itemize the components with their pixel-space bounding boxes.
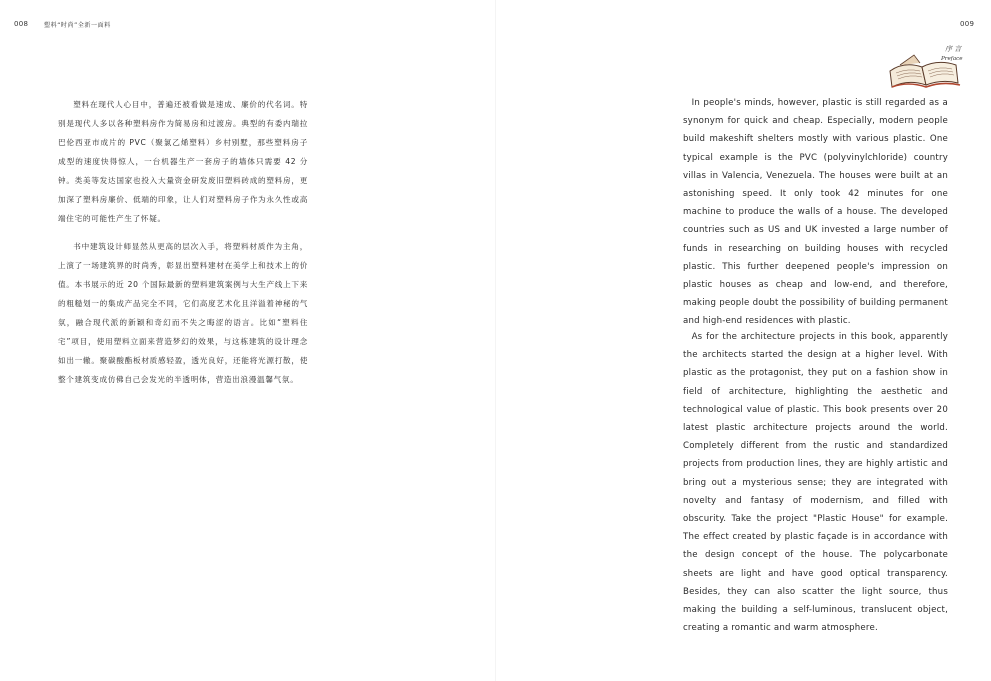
chinese-paragraph-1 xyxy=(58,95,308,228)
english-paragraph-2-text: As for the architecture projects in this book, apparently the architects started the design at a higher level. With plastic as the protagonist, they put on a fashion show in field of architecture, highlighting the aesthetic and technological value of plastic. This book presents over 20 latest plastic architecture projects around the world. Completely different from the rustic and standardized projects from production lines, they are highly artistic and bring out a mysterious sense; they are integrated with novelty and fantasy of modernism, and filled with obscurity. Take the project "Plastic House" for example. The effect created by plastic façade is in accordance with the design concept of the house. The polycarbonate sheets are light and have good optical transparency. Besides, they can also scatter the light source, thus making the building a self-luminous, translucent object, creating a romantic and warm atmosphere. xyxy=(683,332,948,634)
chinese-paragraph-2 xyxy=(58,237,308,389)
chinese-paragraph-2-text: 书中建筑设计师显然从更高的层次入手，将塑料材质作为主角，上演了一场建筑界的时尚秀，彰显出塑料建材在美学上和技术上的价值。本书展示的近 20 个国际最新的塑料建筑案例与大生产线上下来的粗糙划一的集成产品完全不同，它们高度艺术化且洋溢着神秘的气氛，融合现代派的新颖和奇幻而不失之晦涩的语言。比如“塑料住宅”项目，使用塑料立面来营造梦幻的效果，与这栋建筑的设计理念如出一辙。聚碳酸酯板材质感轻盈，透光良好，还能将光源打散，使整个建筑变成仿佛自己会发光的半透明体，营造出浪漫温馨气氛。 xyxy=(58,242,308,384)
english-paragraph-1 xyxy=(683,94,948,331)
english-paragraph-1-text: In people's minds, however, plastic is still regarded as a synonym for quick and cheap. Especially, modern people build makeshift shelters mostly with various plastic. One typical example is the PVC (polyvinylchloride) country villas in Valencia, Venezuela. The houses were built at an astonishing speed. It only took 42 minutes for one machine to produce the walls of a house. The developed countries such as US and UK invested a large number of funds in researching on building houses with recycled plastic. This further deepened people's impression on plastic houses as cheap and low-end, and therefore, making people doubt the possibility of building permanent and high-end residences with plastic. xyxy=(683,98,948,327)
chinese-paragraph-1-text: 塑料在现代人心目中，普遍还被看做是速成、廉价的代名词。特别是现代人多以各种塑料房作为简易房和过渡房。典型的有委内瑞拉巴伦西亚市成片的 PVC（聚氯乙烯塑料）乡村别墅，那些塑料房子成型的速度快得惊人，一台机器生产一套房子的墙体只需要 42 分钟。类美等发达国家也投入大量资金研发废旧塑料砖成的塑料房，更加深了塑料房廉价、低端的印象，让人们对塑料房子作为永久性或高端住宅的可能性产生了怀疑。 xyxy=(58,100,308,223)
gutter-divider xyxy=(495,0,496,681)
preface-label-cn: 序 言 xyxy=(945,45,962,53)
page-number-right: 009 xyxy=(960,20,975,28)
preface-label-en: Preface xyxy=(941,56,963,62)
page-number-left: 008 xyxy=(14,20,29,28)
running-head: 塑料“时尚”全新一面料 xyxy=(44,22,111,29)
english-paragraph-2 xyxy=(683,328,948,637)
